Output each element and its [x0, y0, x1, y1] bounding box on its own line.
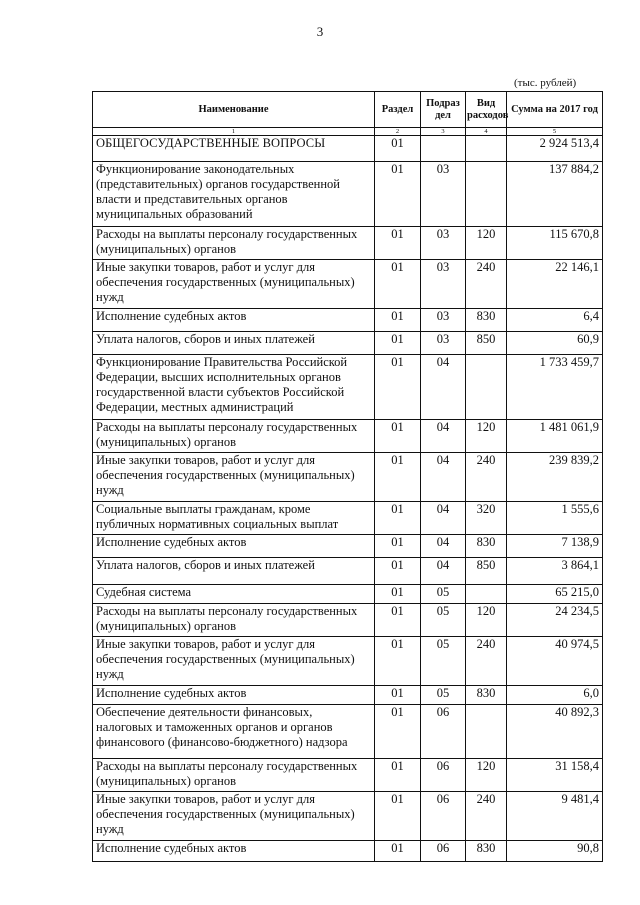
header-subsection: Подраз дел [421, 92, 466, 128]
row-subsection: 06 [421, 705, 466, 759]
row-amount: 239 839,2 [507, 453, 603, 502]
table-row [93, 705, 603, 759]
table-row [93, 260, 603, 309]
row-expense-type: 850 [466, 558, 507, 585]
table-row [93, 759, 603, 792]
row-section: 01 [375, 558, 421, 585]
row-subsection: 04 [421, 453, 466, 502]
row-amount: 60,9 [507, 332, 603, 355]
row-expense-type: 850 [466, 332, 507, 355]
row-expense-type [466, 705, 507, 759]
row-expense-type: 240 [466, 637, 507, 686]
row-expense-type: 120 [466, 759, 507, 792]
row-subsection: 03 [421, 227, 466, 260]
row-amount: 1 733 459,7 [507, 355, 603, 420]
row-expense-type: 240 [466, 792, 507, 841]
row-name: ОБЩЕГОСУДАРСТВЕННЫЕ ВОПРОСЫ [93, 136, 375, 162]
row-expense-type: 830 [466, 309, 507, 332]
row-section: 01 [375, 420, 421, 453]
header-name: Наименование [93, 92, 375, 128]
row-subsection: 05 [421, 686, 466, 705]
row-amount: 65 215,0 [507, 585, 603, 604]
column-number: 2 [375, 128, 421, 136]
row-expense-type [466, 355, 507, 420]
header-expense-type: Вид расходов [466, 92, 507, 128]
page-number: 3 [316, 24, 324, 39]
row-amount: 1 555,6 [507, 502, 603, 535]
row-subsection [421, 136, 466, 162]
row-section: 01 [375, 604, 421, 637]
row-section: 01 [375, 502, 421, 535]
row-amount: 22 146,1 [507, 260, 603, 309]
column-number: 4 [466, 128, 507, 136]
row-amount: 9 481,4 [507, 792, 603, 841]
row-section: 01 [375, 705, 421, 759]
row-name: Иные закупки товаров, работ и услуг для обеспечения государственных (муниципальных) нужд [93, 792, 375, 841]
table-row [93, 420, 603, 453]
table-row [93, 136, 603, 162]
row-amount: 2 924 513,4 [507, 136, 603, 162]
row-expense-type: 240 [466, 453, 507, 502]
row-amount: 1 481 061,9 [507, 420, 603, 453]
row-section: 01 [375, 535, 421, 558]
row-expense-type [466, 162, 507, 227]
row-expense-type: 320 [466, 502, 507, 535]
row-subsection: 03 [421, 332, 466, 355]
row-section: 01 [375, 637, 421, 686]
table-row [93, 604, 603, 637]
table-row [93, 558, 603, 585]
row-expense-type: 240 [466, 260, 507, 309]
row-amount: 3 864,1 [507, 558, 603, 585]
row-section: 01 [375, 260, 421, 309]
row-expense-type: 830 [466, 535, 507, 558]
table-row [93, 162, 603, 227]
table-row [93, 841, 603, 862]
table-row [93, 502, 603, 535]
row-subsection: 04 [421, 420, 466, 453]
row-name: Обеспечение деятельности финансовых, налоговых и таможенных органов и органов финансового (финансово-бюджетного) надзора [93, 705, 375, 759]
row-subsection: 03 [421, 260, 466, 309]
row-name: Расходы на выплаты персоналу государственных (муниципальных) органов [93, 604, 375, 637]
row-name: Иные закупки товаров, работ и услуг для обеспечения государственных (муниципальных) нужд [93, 453, 375, 502]
column-numbers-row [93, 128, 603, 136]
column-number: 3 [421, 128, 466, 136]
table-row [93, 792, 603, 841]
table-row [93, 332, 603, 355]
table-body [93, 136, 603, 862]
column-number: 1 [93, 128, 375, 136]
row-section: 01 [375, 332, 421, 355]
row-name: Иные закупки товаров, работ и услуг для обеспечения государственных (муниципальных) нужд [93, 637, 375, 686]
table-row [93, 585, 603, 604]
header-section: Раздел [375, 92, 421, 128]
row-name: Уплата налогов, сборов и иных платежей [93, 332, 375, 355]
row-amount: 137 884,2 [507, 162, 603, 227]
row-subsection: 04 [421, 355, 466, 420]
row-subsection: 04 [421, 502, 466, 535]
table-row [93, 355, 603, 420]
row-name: Функционирование законодательных (представительных) органов государственной власти и представительных органов муниципальных образований [93, 162, 375, 227]
row-subsection: 03 [421, 162, 466, 227]
row-name: Расходы на выплаты персоналу государственных (муниципальных) органов [93, 227, 375, 260]
row-name: Исполнение судебных актов [93, 841, 375, 862]
row-amount: 40 892,3 [507, 705, 603, 759]
row-expense-type: 120 [466, 420, 507, 453]
table-row [93, 309, 603, 332]
row-expense-type: 120 [466, 227, 507, 260]
table-row [93, 227, 603, 260]
row-name: Исполнение судебных актов [93, 309, 375, 332]
row-section: 01 [375, 759, 421, 792]
row-subsection: 04 [421, 558, 466, 585]
row-expense-type [466, 585, 507, 604]
row-section: 01 [375, 686, 421, 705]
row-section: 01 [375, 585, 421, 604]
row-amount: 115 670,8 [507, 227, 603, 260]
row-subsection: 03 [421, 309, 466, 332]
row-amount: 7 138,9 [507, 535, 603, 558]
row-section: 01 [375, 355, 421, 420]
row-name: Расходы на выплаты персоналу государственных (муниципальных) органов [93, 759, 375, 792]
row-subsection: 04 [421, 535, 466, 558]
row-name: Социальные выплаты гражданам, кроме публичных нормативных социальных выплат [93, 502, 375, 535]
row-name: Исполнение судебных актов [93, 535, 375, 558]
row-section: 01 [375, 309, 421, 332]
header-amount: Сумма на 2017 год [507, 92, 603, 128]
row-amount: 6,4 [507, 309, 603, 332]
row-amount: 31 158,4 [507, 759, 603, 792]
row-subsection: 05 [421, 604, 466, 637]
row-subsection: 06 [421, 841, 466, 862]
row-amount: 24 234,5 [507, 604, 603, 637]
row-section: 01 [375, 162, 421, 227]
row-section: 01 [375, 136, 421, 162]
row-subsection: 05 [421, 637, 466, 686]
row-amount: 40 974,5 [507, 637, 603, 686]
table-row [93, 535, 603, 558]
row-name: Функционирование Правительства Российской Федерации, высших исполнительных органов государственной власти субъектов Российской Федерации, местных администраций [93, 355, 375, 420]
row-expense-type [466, 136, 507, 162]
row-amount: 90,8 [507, 841, 603, 862]
row-name: Исполнение судебных актов [93, 686, 375, 705]
row-name: Уплата налогов, сборов и иных платежей [93, 558, 375, 585]
row-subsection: 06 [421, 759, 466, 792]
row-section: 01 [375, 227, 421, 260]
row-subsection: 06 [421, 792, 466, 841]
table-row [93, 453, 603, 502]
row-expense-type: 120 [466, 604, 507, 637]
units-note: (тыс. рублей) [514, 77, 577, 89]
row-name: Иные закупки товаров, работ и услуг для обеспечения государственных (муниципальных) нужд [93, 260, 375, 309]
row-section: 01 [375, 841, 421, 862]
table-header [93, 92, 603, 136]
table-row [93, 686, 603, 705]
column-number: 5 [507, 128, 603, 136]
budget-table [92, 91, 603, 862]
row-section: 01 [375, 792, 421, 841]
row-expense-type: 830 [466, 686, 507, 705]
row-name: Расходы на выплаты персоналу государственных (муниципальных) органов [93, 420, 375, 453]
table-row [93, 637, 603, 686]
row-subsection: 05 [421, 585, 466, 604]
row-name: Судебная система [93, 585, 375, 604]
row-section: 01 [375, 453, 421, 502]
row-expense-type: 830 [466, 841, 507, 862]
row-amount: 6,0 [507, 686, 603, 705]
